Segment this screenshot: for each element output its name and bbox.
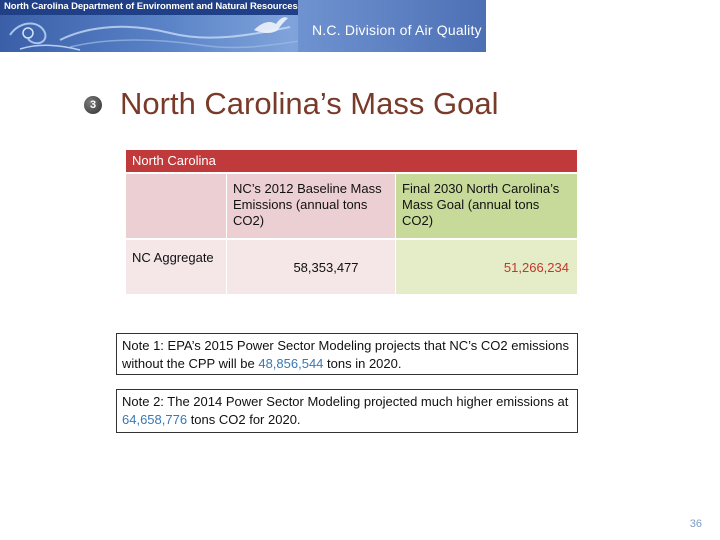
- note-2-prefix: Note 2: The 2014 Power Sector Modeling projected much higher emissions at: [122, 394, 569, 409]
- baseline-value: 58,353,477: [227, 240, 395, 294]
- note-1-suffix: tons in 2020.: [323, 356, 402, 371]
- note-1: [116, 333, 578, 375]
- row-label-nc-aggregate: NC Aggregate: [126, 240, 226, 294]
- column-header-goal: Final 2030 North Carolina’s Mass Goal (annual tons CO2): [396, 174, 577, 238]
- note-2-value: 64,658,776: [122, 412, 188, 427]
- note-1-value: 48,856,544: [258, 356, 324, 371]
- header-banner: [0, 0, 486, 52]
- note-2: [116, 389, 578, 433]
- goal-value: 51,266,234: [396, 240, 577, 294]
- page-title: North Carolina’s Mass Goal: [120, 86, 499, 121]
- column-header-baseline: NC’s 2012 Baseline Mass Emissions (annual tons CO2): [227, 174, 395, 238]
- department-name: North Carolina Department of Environment and Natural Resources: [4, 1, 298, 12]
- numbered-bullet-icon: 3: [84, 96, 102, 114]
- note-1-prefix: Note 1: EPA’s 2015 Power Sector Modeling projects that NC’s CO2 emissions without the CPP will be: [122, 338, 570, 371]
- table-corner-cell: [126, 174, 226, 238]
- table-header: North Carolina: [126, 150, 577, 172]
- bird-icon: [250, 8, 290, 48]
- page-number: 36: [689, 518, 702, 530]
- note-2-suffix: tons CO2 for 2020.: [187, 412, 301, 427]
- division-title: N.C. Division of Air Quality: [312, 22, 482, 38]
